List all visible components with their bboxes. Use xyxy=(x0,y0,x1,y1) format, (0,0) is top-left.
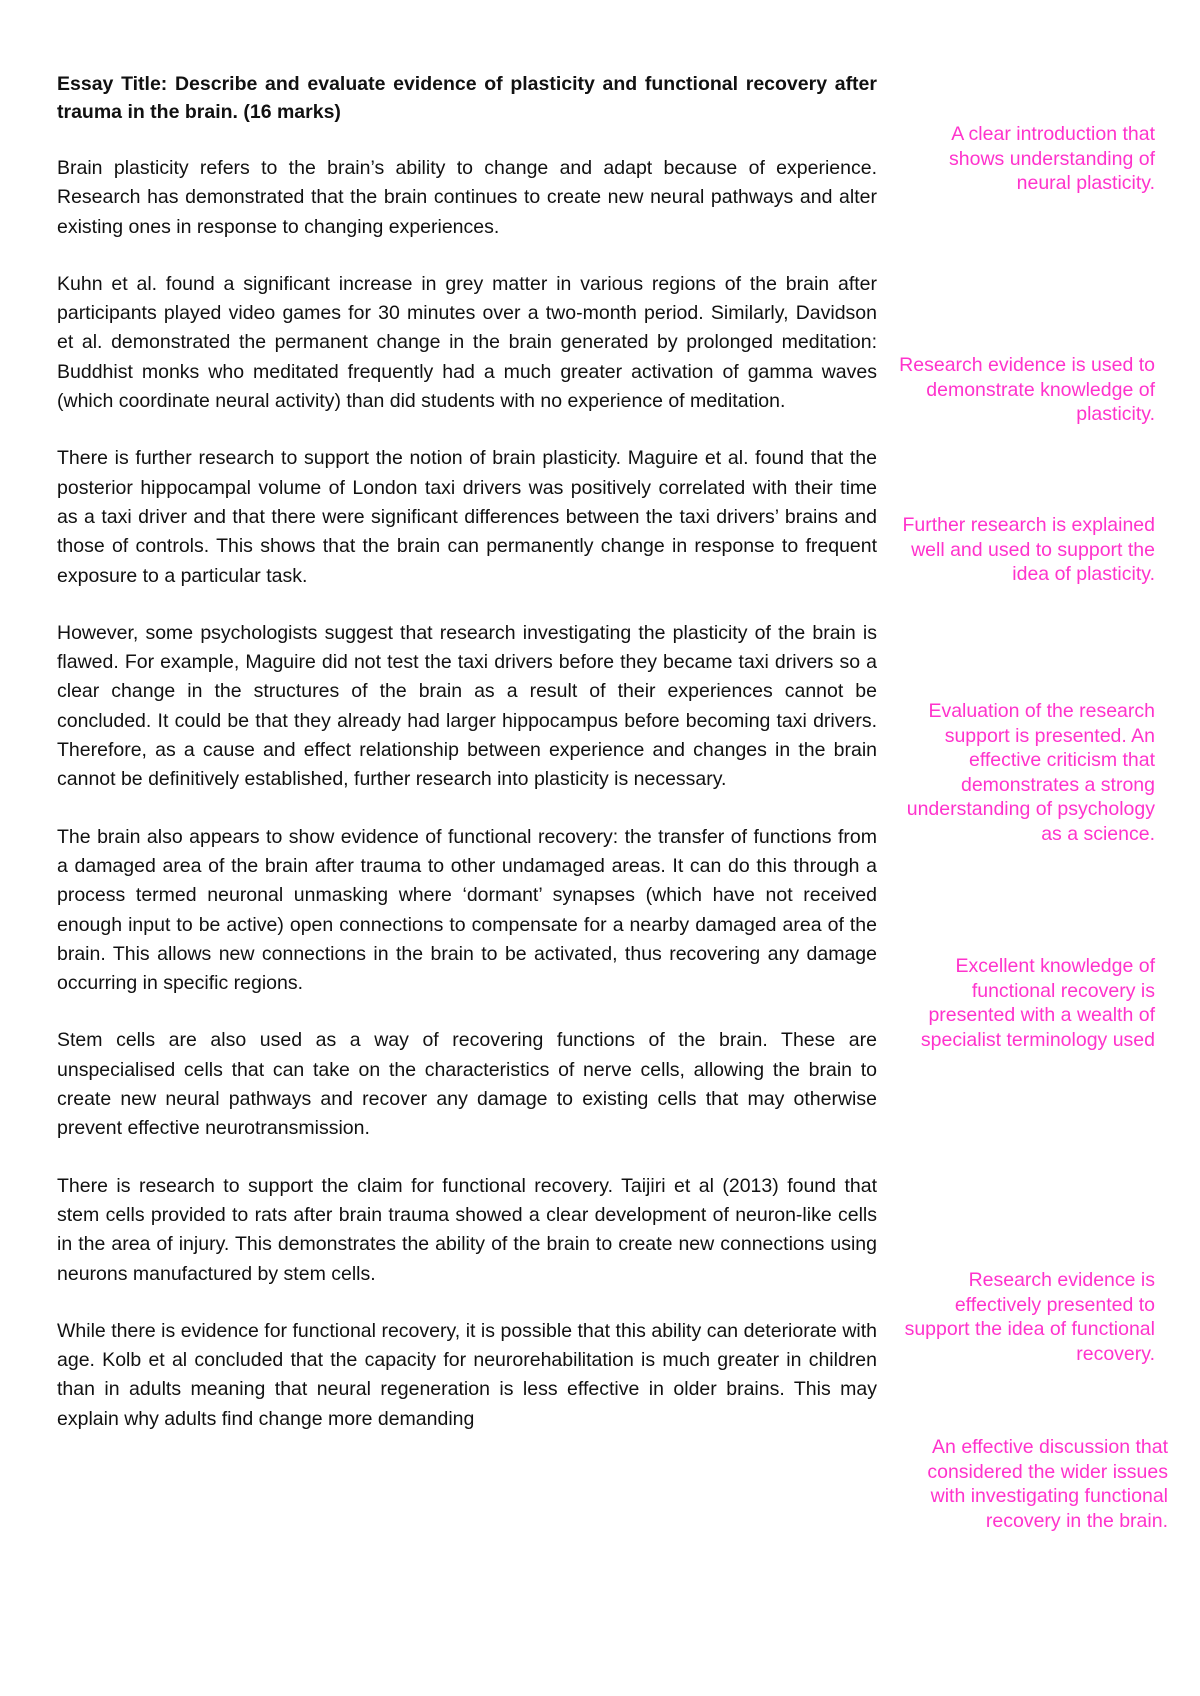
margin-comment: Research evidence is effectively presented to support the idea of functional recovery. xyxy=(904,1269,1155,1365)
essay-paragraph-taijiri: There is research to support the claim for functional recovery. Taijiri et al (2013) found that stem cells provided to rats after brain trauma showed a clear development of neuron-like cells in the area of injury. This demonstrates the ability of the brain to create new connections using neurons manufactured by stem cells. xyxy=(57,1174,877,1285)
margin-comment: An effective discussion that considered the wider issues with investigating functional recovery in the brain. xyxy=(927,1436,1168,1532)
margin-comment: Excellent knowledge of functional recovery is presented with a wealth of specialist terminology used xyxy=(920,955,1155,1051)
margin-comment: Evaluation of the research support is presented. An effective criticism that demonstrates a strong understanding of psychology as a science. xyxy=(906,700,1155,845)
margin-comment: A clear introduction that shows understanding of neural plasticity. xyxy=(949,123,1155,194)
essay-paragraph-evaluation: However, some psychologists suggest that research investigating the plasticity of the brain is flawed. For example, Maguire did not test the taxi drivers before they became taxi drivers so a clear change in the structures of the brain as a result of their experiences cannot be concluded. It could be that they already had larger hippocampus before becoming taxi drivers. Therefore, as a cause and effect relationship between experience and changes in the brain cannot be definitively established, further research into plasticity is necessary. xyxy=(57,621,877,791)
essay-paragraph-intro: Brain plasticity refers to the brain’s ability to change and adapt because of experience. Research has demonstrated that the brain continues to create new neural pathways and alter existing ones in response to changing experiences. xyxy=(57,157,877,238)
essay-paragraph-stem-cells: Stem cells are also used as a way of recovering functions of the brain. These are unspecialised cells that can take on the characteristics of nerve cells, allowing the brain to create new neural pathways and recover any damage to existing cells that may otherwise prevent effective neurotransmission. xyxy=(57,1029,877,1140)
essay-paragraph-functional-recovery: The brain also appears to show evidence of functional recovery: the transfer of functions from a damaged area of the brain after trauma to other undamaged areas. It can do this through a process termed neuronal unmasking where ‘dormant’ synapses (which have not received enough input to be active) open connections to compensate for a nearby damaged area of the brain. This allows new connections in the brain to be activated, thus recovering any damage occurring in specific regions. xyxy=(57,825,877,995)
essay-body xyxy=(57,70,877,1462)
margin-comment: Further research is explained well and used to support the idea of plasticity. xyxy=(902,514,1155,585)
essay-paragraph-age: While there is evidence for functional recovery, it is possible that this ability can deteriorate with age. Kolb et al concluded that the capacity for neurorehabilitation is much greater in children than in adults meaning that neural regeneration is less effective in older brains. This may explain why adults find change more demanding xyxy=(57,1319,877,1430)
margin-comment: Research evidence is used to demonstrate knowledge of plasticity. xyxy=(899,354,1155,425)
essay-paragraph-kuhn-davidson: Kuhn et al. found a significant increase in grey matter in various regions of the brain after participants played video games for 30 minutes over a two-month period. Similarly, Davidson et al. demonstrated the permanent change in the brain generated by prolonged meditation: Buddhist monks who meditated frequently had a much greater activation of gamma waves (which coordinate neural activity) than did students with no experience of meditation. xyxy=(57,272,877,413)
essay-paragraph-maguire: There is further research to support the notion of brain plasticity. Maguire et al. found that the posterior hippocampal volume of London taxi drivers was positively correlated with their time as a taxi driver and that there were significant differences between the taxi drivers’ brains and those of controls. This shows that the brain can permanently change in response to frequent exposure to a particular task. xyxy=(57,447,877,587)
essay-title: Essay Title: Describe and evaluate evidence of plasticity and functional recovery after trauma in the brain. (16 marks) xyxy=(57,73,877,123)
